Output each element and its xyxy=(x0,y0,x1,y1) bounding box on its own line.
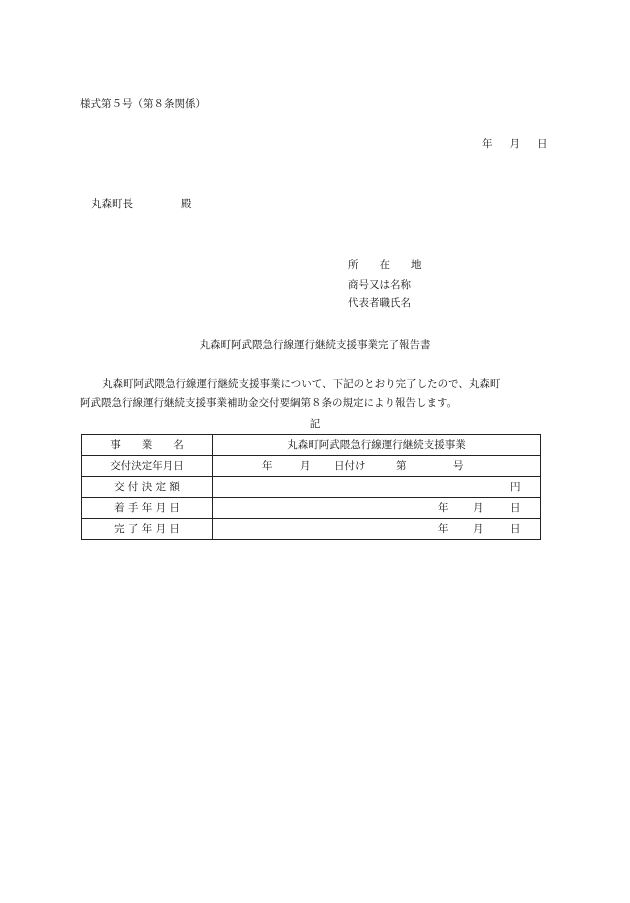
ki-heading: 記 xyxy=(309,418,321,430)
table-row xyxy=(82,477,541,498)
table-row xyxy=(82,435,541,456)
project-name-value: 丸森町阿武隈急行線運行継続支援事業 xyxy=(213,435,541,456)
addressee xyxy=(91,199,192,210)
start-month: 月 xyxy=(473,502,484,514)
decision-date-value xyxy=(213,456,541,477)
decision-year: 年 xyxy=(262,460,273,472)
date-month: 月 xyxy=(509,138,520,150)
business-name-label: 商号又は名称 xyxy=(348,279,411,291)
addressee-name: 丸森町長 xyxy=(91,198,133,210)
form-number: 様式第５号（第８条関係） xyxy=(80,98,206,110)
decision-dai: 第 xyxy=(396,460,407,472)
decision-date-label: 交付決定年月日 xyxy=(82,456,213,477)
addressee-honorific: 殿 xyxy=(181,198,192,210)
completion-month: 月 xyxy=(473,523,484,535)
decision-amount-value xyxy=(213,477,541,498)
project-name-label: 事 業 名 xyxy=(82,435,213,456)
completion-date-value xyxy=(213,519,541,540)
date-day: 日 xyxy=(537,138,548,150)
report-date xyxy=(482,139,548,150)
date-year: 年 xyxy=(482,138,493,150)
decision-go: 号 xyxy=(453,460,464,472)
amount-yen: 円 xyxy=(510,481,521,493)
completion-year: 年 xyxy=(438,523,449,535)
body-text-line-1: 丸森町阿武隈急行線運行継続支援事業について、下記のとおり完了したので、丸森町 xyxy=(102,378,501,390)
completion-day: 日 xyxy=(510,523,521,535)
table-row xyxy=(82,519,541,540)
representative-label: 代表者職氏名 xyxy=(348,297,411,309)
decision-month: 月 xyxy=(300,460,311,472)
document-title: 丸森町阿武隈急行線運行継続支援事業完了報告書 xyxy=(199,339,431,351)
table-row xyxy=(82,456,541,477)
decision-day-suffix: 日付け xyxy=(334,460,366,472)
decision-amount-label: 交 付 決 定 額 xyxy=(82,477,213,498)
start-date-label: 着 手 年 月 日 xyxy=(82,498,213,519)
body-text-line-2: 阿武隈急行線運行継続支援事業補助金交付要綱第８条の規定により報告します。 xyxy=(80,397,458,409)
report-table xyxy=(81,434,541,540)
start-year: 年 xyxy=(438,502,449,514)
completion-date-label: 完 了 年 月 日 xyxy=(82,519,213,540)
start-date-value xyxy=(213,498,541,519)
address-label: 所 在 地 xyxy=(348,259,422,271)
table-row xyxy=(82,498,541,519)
start-day: 日 xyxy=(510,502,521,514)
